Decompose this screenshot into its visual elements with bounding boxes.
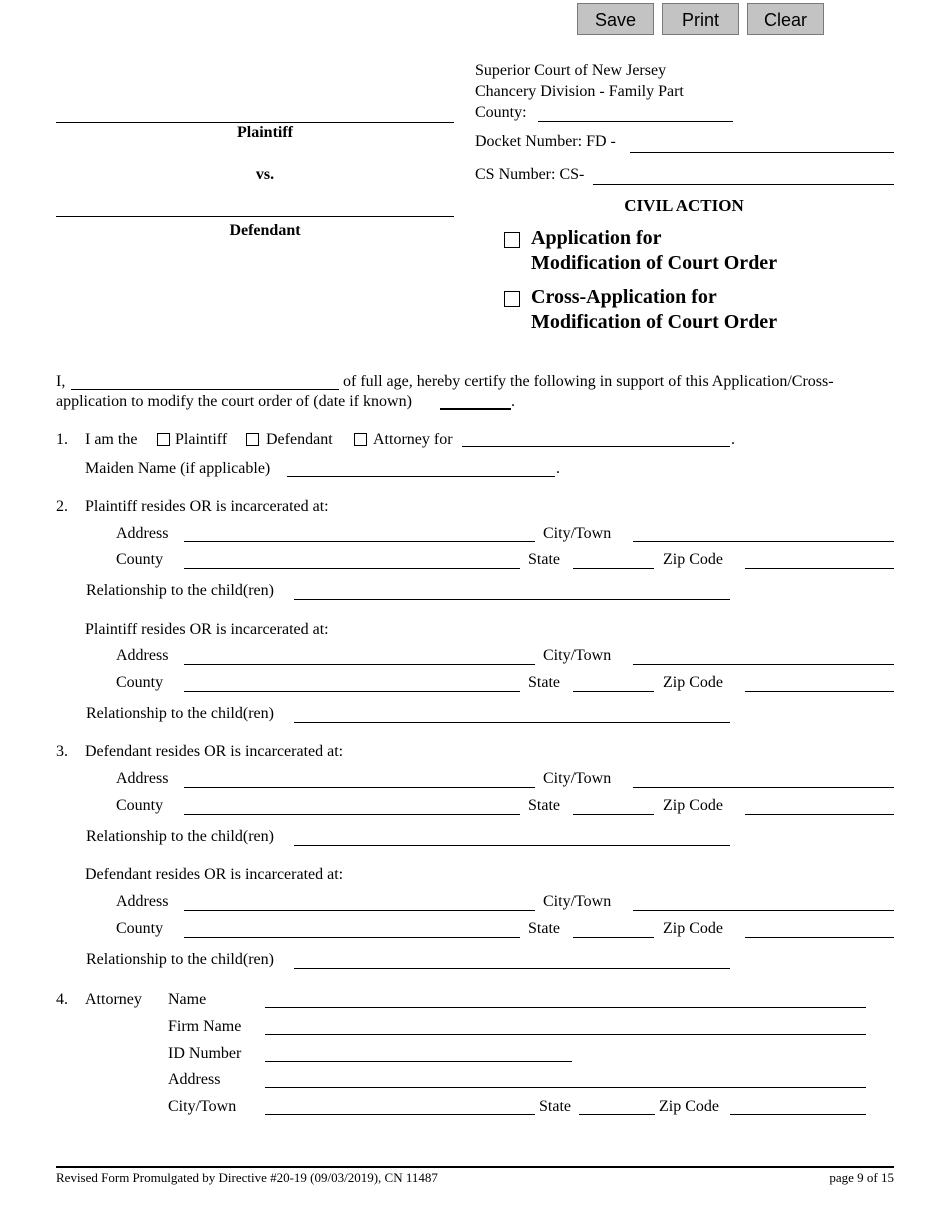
- county-label: County: [116, 674, 164, 691]
- plaintiff2-relationship-field[interactable]: [294, 722, 730, 723]
- certify-text-line2: application to modify the court order of (date if known): [56, 393, 412, 410]
- city-label: City/Town: [543, 893, 612, 910]
- defendant-checkbox[interactable]: [246, 433, 259, 446]
- defendant-option-label: Defendant: [266, 431, 333, 448]
- relationship-label: Relationship to the child(ren): [86, 828, 274, 845]
- plaintiff-label: Plaintiff: [237, 124, 293, 141]
- attorney-address-label: Address: [168, 1071, 221, 1088]
- relationship-label: Relationship to the child(ren): [86, 582, 274, 599]
- plaintiff-county-field[interactable]: [184, 568, 520, 569]
- attorney-name-field[interactable]: [265, 1007, 866, 1008]
- relationship-label: Relationship to the child(ren): [86, 705, 274, 722]
- defendant-label: Defendant: [229, 222, 301, 239]
- certify-text: of full age, hereby certify the following in support of this Application/Cross-: [343, 373, 834, 390]
- county-field[interactable]: [538, 121, 733, 122]
- certify-prefix: I,: [56, 373, 66, 390]
- defendant-state-field[interactable]: [573, 814, 654, 815]
- attorney-for-field[interactable]: [462, 446, 730, 447]
- attorney-zip-label: Zip Code: [659, 1098, 719, 1115]
- maiden-name-field[interactable]: [287, 476, 555, 477]
- plaintiff-residence-heading-2: Plaintiff resides OR is incarcerated at:: [85, 621, 329, 638]
- state-label: State: [528, 920, 560, 937]
- plaintiff-state-field[interactable]: [573, 568, 654, 569]
- application-option-label: Application for Modification of Court Order: [531, 227, 778, 274]
- relationship-label: Relationship to the child(ren): [86, 951, 274, 968]
- defendant-relationship-field[interactable]: [294, 845, 730, 846]
- attorney-city-field[interactable]: [265, 1114, 535, 1115]
- plaintiff-option-label: Plaintiff: [175, 431, 228, 448]
- firm-name-field[interactable]: [265, 1034, 866, 1035]
- attorney-state-label: State: [539, 1098, 571, 1115]
- attorney-state-field[interactable]: [579, 1114, 655, 1115]
- defendant-address-field[interactable]: [184, 787, 535, 788]
- plaintiff-name-field[interactable]: [56, 122, 454, 123]
- certify-period: .: [511, 393, 515, 410]
- id-number-field[interactable]: [265, 1061, 572, 1062]
- defendant2-address-field[interactable]: [184, 910, 535, 911]
- footer-revision: Revised Form Promulgated by Directive #20-19 (09/03/2019), CN 11487: [56, 1170, 438, 1185]
- maiden-period: .: [556, 460, 560, 477]
- defendant2-city-field[interactable]: [633, 910, 894, 911]
- certifier-name-field[interactable]: [71, 389, 339, 390]
- court-name: Superior Court of New Jersey: [475, 62, 667, 79]
- address-label: Address: [116, 525, 169, 542]
- state-label: State: [528, 797, 560, 814]
- vs-label: vs.: [255, 166, 275, 183]
- address-label: Address: [116, 647, 169, 664]
- section-3-number: 3.: [56, 743, 68, 760]
- application-checkbox[interactable]: [504, 232, 520, 248]
- address-label: Address: [116, 893, 169, 910]
- firm-name-label: Firm Name: [168, 1018, 242, 1035]
- cross-application-option-label: Cross-Application for Modification of Court Order: [531, 286, 778, 333]
- attorney-name-label: Name: [168, 991, 207, 1008]
- attorney-city-label: City/Town: [168, 1098, 237, 1115]
- plaintiff2-address-field[interactable]: [184, 664, 535, 665]
- attorney-checkbox[interactable]: [354, 433, 367, 446]
- save-button[interactable]: Save: [577, 3, 654, 35]
- attorney-heading: Attorney: [85, 991, 142, 1008]
- county-label: County: [116, 551, 164, 568]
- clear-button[interactable]: Clear: [747, 3, 824, 35]
- order-date-field[interactable]: [440, 408, 511, 410]
- cross-application-checkbox[interactable]: [504, 291, 520, 307]
- plaintiff2-state-field[interactable]: [573, 691, 654, 692]
- defendant2-zip-field[interactable]: [745, 937, 894, 938]
- address-label: Address: [116, 770, 169, 787]
- defendant2-county-field[interactable]: [184, 937, 520, 938]
- city-label: City/Town: [543, 770, 612, 787]
- plaintiff-address-field[interactable]: [184, 541, 535, 542]
- zip-label: Zip Code: [663, 797, 723, 814]
- footer-divider: [56, 1166, 894, 1168]
- plaintiff-residence-heading: Plaintiff resides OR is incarcerated at:: [85, 498, 329, 515]
- city-label: City/Town: [543, 647, 612, 664]
- plaintiff2-zip-field[interactable]: [745, 691, 894, 692]
- defendant2-relationship-field[interactable]: [294, 968, 730, 969]
- plaintiff-zip-field[interactable]: [745, 568, 894, 569]
- i-am-label: I am the: [85, 431, 138, 448]
- defendant-city-field[interactable]: [633, 787, 894, 788]
- zip-label: Zip Code: [663, 674, 723, 691]
- section-4-number: 4.: [56, 991, 68, 1008]
- civil-action-heading: CIVIL ACTION: [624, 196, 744, 215]
- plaintiff2-city-field[interactable]: [633, 664, 894, 665]
- county-label: County: [116, 920, 164, 937]
- plaintiff-checkbox[interactable]: [157, 433, 170, 446]
- attorney-address-field[interactable]: [265, 1087, 866, 1088]
- state-label: State: [528, 551, 560, 568]
- section-2-number: 2.: [56, 498, 68, 515]
- print-button[interactable]: Print: [662, 3, 739, 35]
- section-1-number: 1.: [56, 431, 68, 448]
- footer-page-number: page 9 of 15: [829, 1170, 894, 1185]
- docket-label: Docket Number: FD -: [475, 133, 616, 150]
- defendant-name-field[interactable]: [56, 216, 454, 217]
- plaintiff-city-field[interactable]: [633, 541, 894, 542]
- county-label: County:: [475, 104, 527, 121]
- plaintiff-relationship-field[interactable]: [294, 599, 730, 600]
- court-division: Chancery Division - Family Part: [475, 83, 684, 100]
- cs-label: CS Number: CS-: [475, 166, 585, 183]
- id-number-label: ID Number: [168, 1045, 242, 1062]
- defendant-residence-heading: Defendant resides OR is incarcerated at:: [85, 743, 344, 760]
- plaintiff2-county-field[interactable]: [184, 691, 520, 692]
- defendant2-state-field[interactable]: [573, 937, 654, 938]
- section-1-period: .: [731, 431, 735, 448]
- city-label: City/Town: [543, 525, 612, 542]
- defendant-county-field[interactable]: [184, 814, 520, 815]
- attorney-option-label: Attorney for: [373, 431, 453, 448]
- state-label: State: [528, 674, 560, 691]
- docket-field[interactable]: [630, 152, 894, 153]
- cs-number-field[interactable]: [593, 184, 894, 185]
- defendant-residence-heading-2: Defendant resides OR is incarcerated at:: [85, 866, 344, 883]
- defendant-zip-field[interactable]: [745, 814, 894, 815]
- attorney-zip-field[interactable]: [730, 1114, 866, 1115]
- zip-label: Zip Code: [663, 551, 723, 568]
- maiden-name-label: Maiden Name (if applicable): [85, 460, 271, 477]
- zip-label: Zip Code: [663, 920, 723, 937]
- county-label: County: [116, 797, 164, 814]
